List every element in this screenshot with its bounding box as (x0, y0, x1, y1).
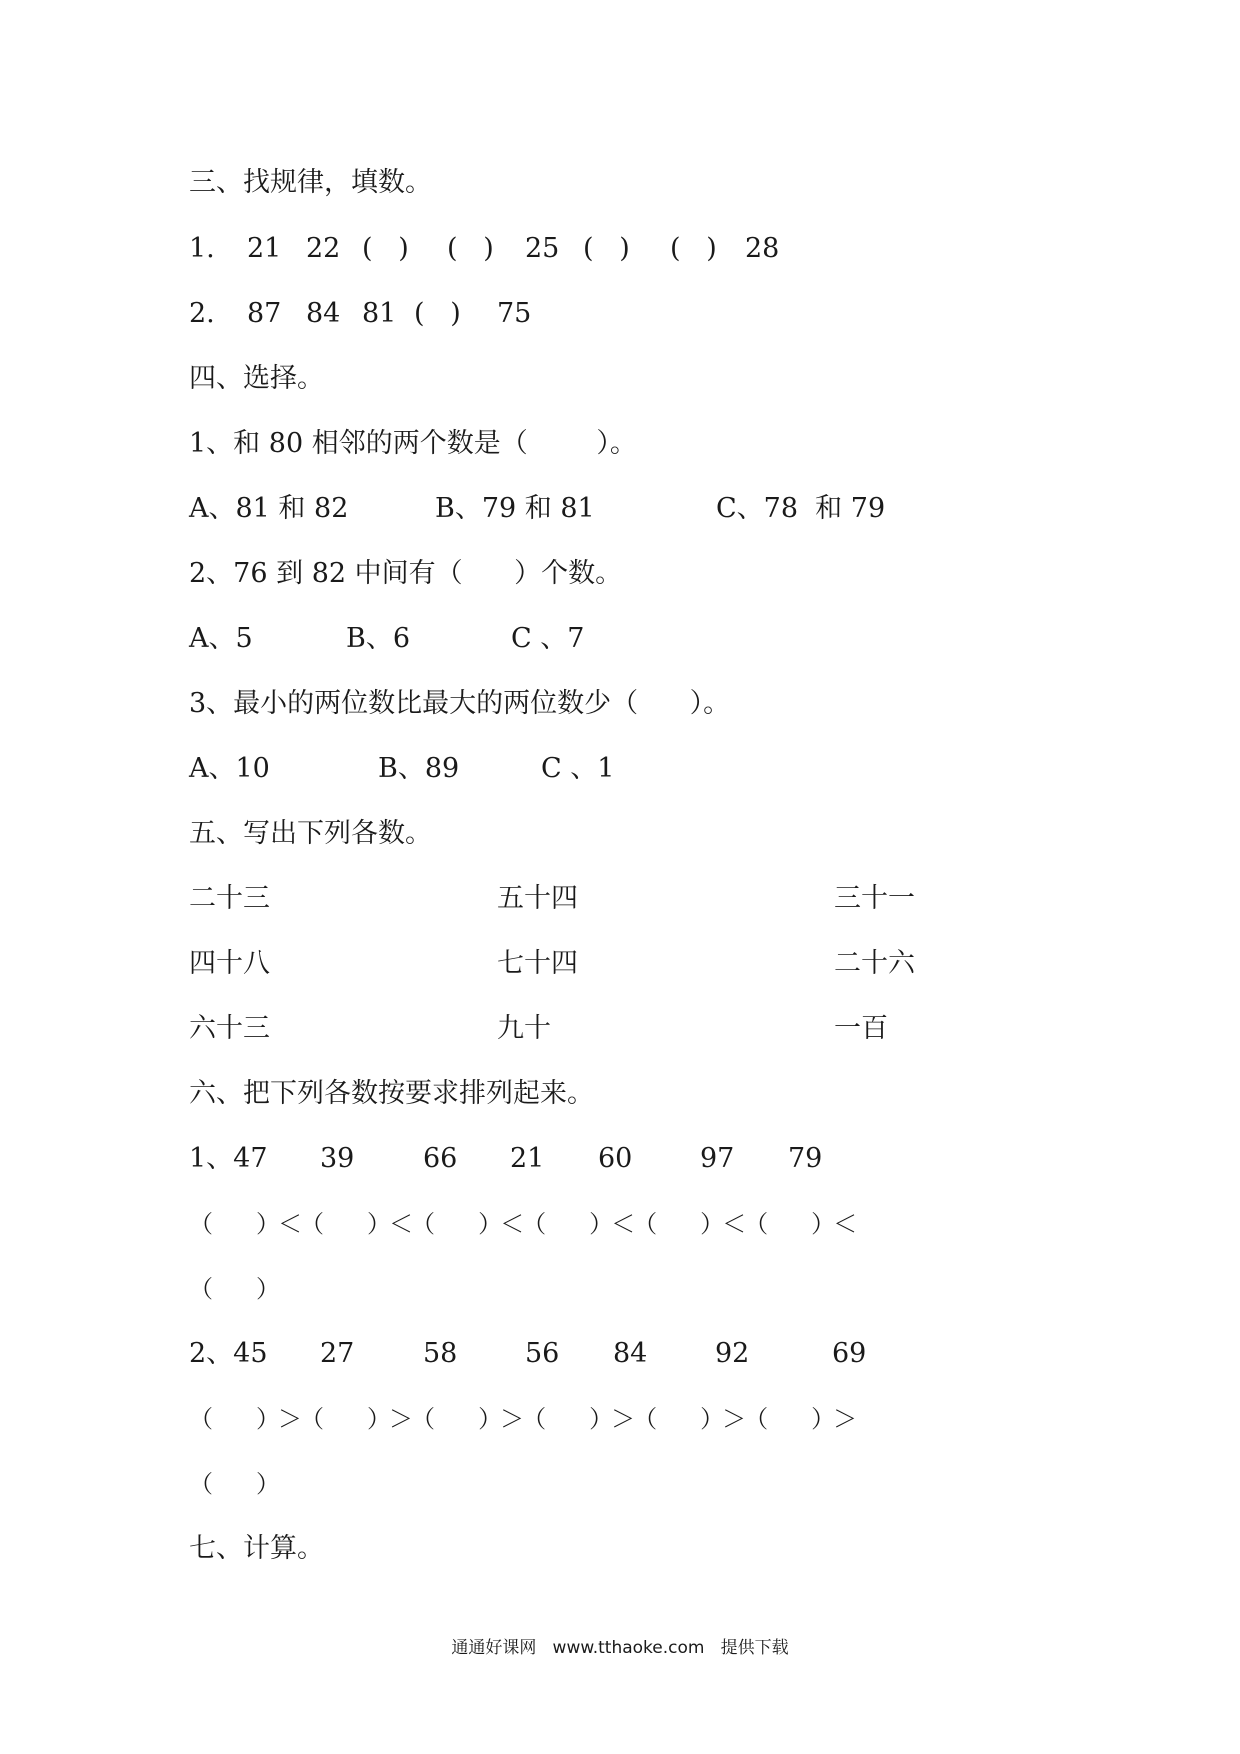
number-item: 1、47 (189, 1143, 268, 1174)
number-words-row (189, 944, 915, 984)
section-3-question-1 (189, 229, 780, 269)
question-number: 2. (189, 298, 215, 329)
page-footer: 通通好课网 www.tthaoke.com 提供下载 (451, 1638, 789, 1658)
option-c: C 、1 (541, 753, 615, 784)
sequence-item: 75 (497, 298, 532, 329)
section-4-question-2-options (189, 619, 585, 659)
sequence-item: 28 (745, 233, 780, 264)
sequence-blank: ( ) (362, 233, 409, 264)
number-word: 七十四 (497, 948, 578, 979)
sequence-blank: ( ) (447, 233, 494, 264)
number-item: 58 (423, 1338, 458, 1369)
number-item: 2、45 (189, 1338, 268, 1369)
number-item: 92 (715, 1338, 750, 1369)
option-a: A、81 和 82 (189, 493, 349, 524)
section-4-question-3-options (189, 749, 615, 789)
section-6-question-1-numbers (189, 1139, 823, 1179)
number-word: 四十八 (189, 948, 270, 979)
number-item: 60 (598, 1143, 633, 1174)
sequence-item: 87 (247, 298, 282, 329)
number-item: 27 (320, 1338, 355, 1369)
option-c: C 、7 (511, 623, 585, 654)
number-item: 79 (788, 1143, 823, 1174)
number-item: 84 (613, 1338, 648, 1369)
section-3-title: 三、找规律，填数。 (189, 167, 432, 198)
number-item: 69 (832, 1338, 867, 1369)
ordering-answer-line: （ ）＜（ ）＜（ ）＜（ ）＜（ ）＜（ ）＜ (189, 1210, 856, 1238)
section-4-title: 四、选择。 (189, 363, 324, 394)
section-6-title: 六、把下列各数按要求排列起来。 (189, 1078, 594, 1109)
number-word: 六十三 (189, 1013, 270, 1044)
number-word: 二十六 (834, 948, 915, 979)
sequence-blank: ( ) (670, 233, 717, 264)
section-4-question-3-stem: 3、最小的两位数比最大的两位数少（ ）。 (189, 688, 731, 719)
number-item: 56 (525, 1338, 560, 1369)
option-a: A、10 (189, 753, 270, 784)
number-item: 66 (423, 1143, 458, 1174)
section-4-question-2-stem: 2、76 到 82 中间有（ ）个数。 (189, 558, 623, 589)
ordering-answer-tail: （ ） (189, 1470, 279, 1498)
number-item: 97 (700, 1143, 735, 1174)
ordering-answer-tail: （ ） (189, 1275, 279, 1303)
sequence-item: 84 (306, 298, 341, 329)
ordering-answer-line: （ ）＞（ ）＞（ ）＞（ ）＞（ ）＞（ ）＞ (189, 1405, 856, 1433)
option-a: A、5 (189, 623, 253, 654)
section-4-question-1-stem: 1、和 80 相邻的两个数是（ ）。 (189, 428, 637, 459)
section-7-title: 七、计算。 (189, 1533, 324, 1564)
number-word: 三十一 (834, 883, 915, 914)
sequence-blank: ( ) (414, 298, 461, 329)
section-4-question-1-options (189, 489, 886, 529)
number-item: 39 (320, 1143, 355, 1174)
sequence-item: 81 (362, 298, 397, 329)
question-number: 1. (189, 233, 215, 264)
number-word: 二十三 (189, 883, 270, 914)
number-words-row (189, 1009, 888, 1049)
section-3-question-2 (189, 294, 532, 334)
sequence-blank: ( ) (583, 233, 630, 264)
option-c: C、78 和 79 (716, 493, 886, 524)
option-b: B、79 和 81 (435, 493, 595, 524)
option-b: B、6 (346, 623, 411, 654)
number-item: 21 (510, 1143, 545, 1174)
sequence-item: 25 (525, 233, 560, 264)
number-words-row (189, 879, 915, 919)
option-b: B、89 (378, 753, 460, 784)
section-5-title: 五、写出下列各数。 (189, 818, 432, 849)
sequence-item: 21 (247, 233, 282, 264)
number-word: 五十四 (497, 883, 578, 914)
sequence-item: 22 (306, 233, 341, 264)
number-word: 一百 (834, 1013, 888, 1044)
number-word: 九十 (497, 1013, 551, 1044)
section-6-question-2-numbers (189, 1334, 867, 1374)
